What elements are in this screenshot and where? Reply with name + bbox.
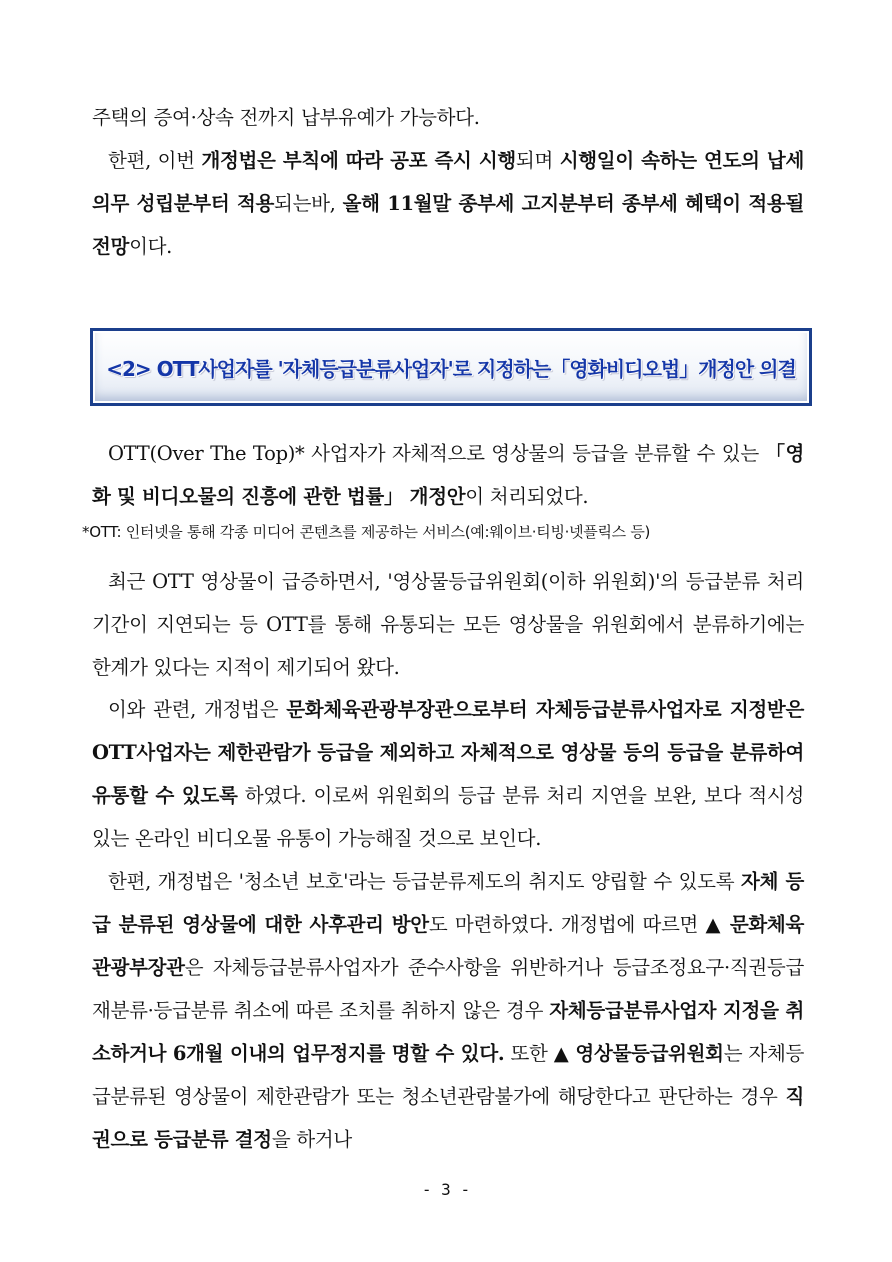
paragraph-self-rating: 이와 관련, 개정법은 문화체육관광부장관으로부터 자체등급분류사업자로 지정받은 OTT사업자는 제한관람가 등급을 제외하고 자체적으로 영상물 등의 등급을 분류하여 유통할 수 있도록 하였다. 이로써 위원회의 등급 분류 처리 지연을 보완, 보다 적시성 있는 온라인 비디오물 유통이 가능해질 것으로 보인다. [92,698,804,850]
paragraph-post-management: 한편, 개정법은 '청소년 보호'라는 등급분류제도의 취지도 양립할 수 있도록 자체 등급 분류된 영상물에 대한 사후관리 방안도 마련하였다. 개정법에 따르면 ▲ 문화체육관광부장관은 자체등급분류사업자가 준수사항을 위반하거나 등급조정요구·직권등급재분류·등급분류 취소에 따른 조치를 취하지 않은 경우 자체등급분류사업자 지정을 취소하거나 6개월 이내의 업무정지를 명할 수 있다. 또한 ▲ 영상물등급위원회는 자체등급분류된 영상물이 제한관람가 또는 청소년관람불가에 해당한다고 판단하는 경우 직권으로 등급분류 결정을 하거나 [92,870,805,1151]
page-number: - 3 - [421,1180,471,1199]
section-title: <2> OTT사업자를 '자체등급분류사업자'로 지정하는「영화비디오법」개정안 의결 [106,357,796,381]
section-title-banner [90,328,812,406]
paragraph-background: 최근 OTT 영상물이 급증하면서, '영상물등급위원회(이하 위원회)'의 등급분류 처리 기간이 지연되는 등 OTT를 통해 유통되는 모든 영상물을 위원회에서 분류하기에는 한계가 있다는 지적이 제기되어 왔다. [92,570,804,679]
paragraph-tax-deferral-end: 주택의 증여·상속 전까지 납부유예가 가능하다. [92,106,480,129]
paragraph-ott-amendment: OTT(Over The Top)* 사업자가 자체적으로 영상물의 등급을 분류할 수 있는 「영화 및 비디오물의 진흥에 관한 법률」 개정안이 처리되었다. [92,442,804,508]
footnote-ott-definition: *OTT: 인터넷을 통해 각종 미디어 콘텐츠를 제공하는 서비스(예:웨이브·티빙·넷플릭스 등) [82,523,651,541]
paragraph-enforcement-date: 한편, 이번 개정법은 부칙에 따라 공포 즉시 시행되며 시행일이 속하는 연도의 납세의무 성립분부터 적용되는바, 올해 11월말 종부세 고지분부터 종부세 혜택이 적용될 전망이다. [92,149,805,258]
